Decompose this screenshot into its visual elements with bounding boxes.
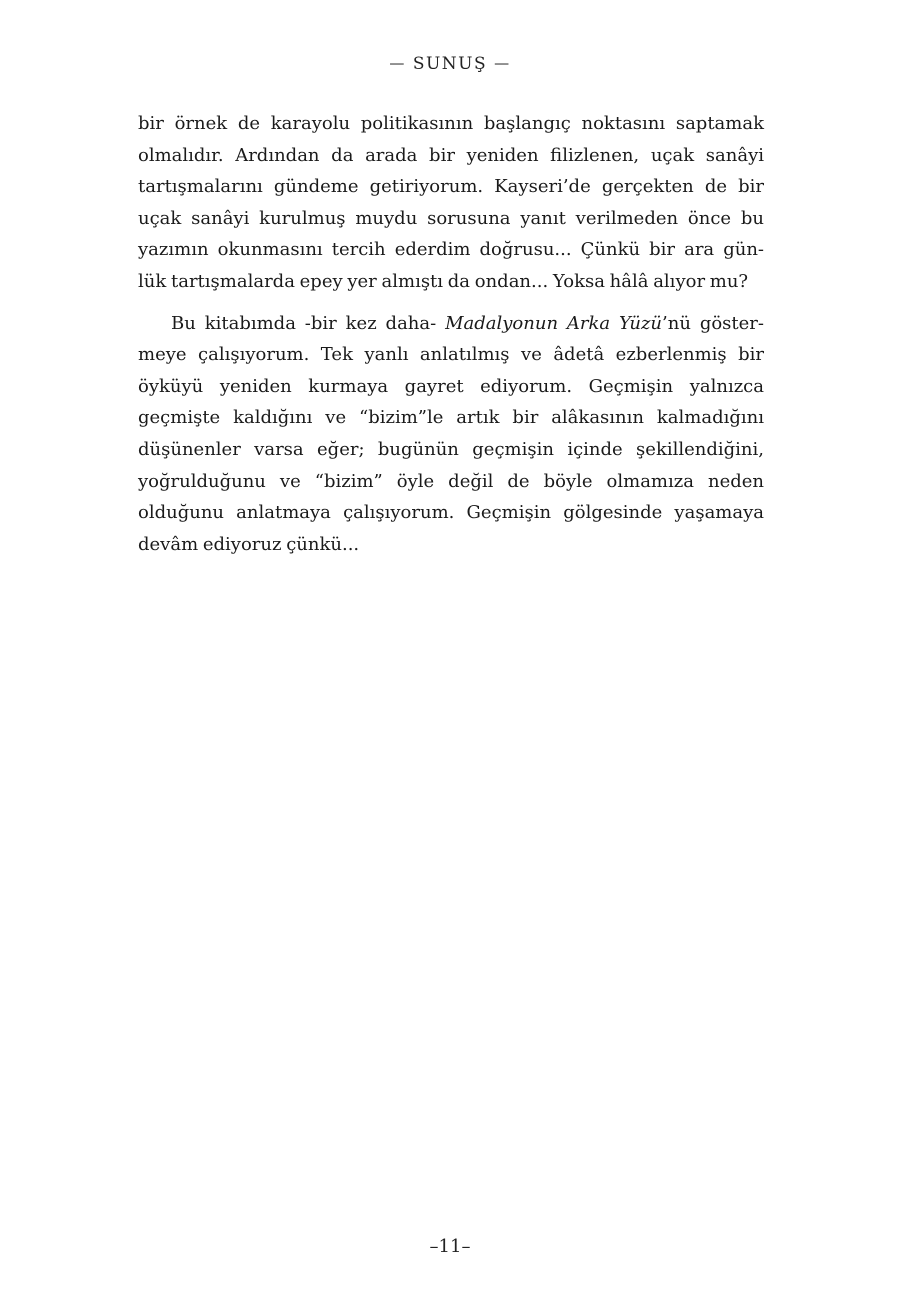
text-line: yazımın okunmasını tercih ederdim doğrusu... Çünkü bir ara gün-	[138, 239, 764, 261]
chapter-title: SUNUŞ	[412, 54, 488, 74]
text-line: bir örnek de karayolu politikasının başlangıç noktasını saptamak	[138, 113, 764, 134]
book-title: Madalyonun Arka Yüzü	[445, 312, 663, 334]
text-line: devâm ediyoruz çünkü...	[138, 533, 360, 555]
text-line: olduğunu anlatmaya çalışıyorum. Geçmişin gölgesinde yaşamaya	[138, 502, 764, 524]
text-run: ’nü göster-	[662, 312, 764, 334]
header-dash-right: —	[494, 54, 511, 72]
text-line: olmalıdır. Ardından da arada bir yeniden filizlenen, uçak sanâyi	[138, 144, 764, 166]
header-dash-left: —	[389, 54, 406, 72]
text-run: Bu kitabımda -bir kez daha-	[171, 312, 446, 334]
body-text	[138, 108, 764, 560]
paragraph-2	[138, 308, 764, 561]
text-line-first	[138, 308, 764, 340]
text-line: uçak sanâyi kurulmuş muydu sorusuna yanıt verilmeden önce bu	[138, 207, 764, 229]
running-header	[0, 54, 900, 74]
text-line: geçmişte kaldığını ve “bizim”le artık bir alâkasının kalmadığını	[138, 407, 764, 429]
text-line: düşünenler varsa eğer; bugünün geçmişin içinde şekillendiğini,	[138, 438, 764, 460]
text-line: lük tartışmalarda epey yer almıştı da ondan... Yoksa hâlâ alıyor mu?	[138, 270, 749, 292]
page-number: –11–	[429, 1236, 471, 1257]
text-line: meye çalışıyorum. Tek yanlı anlatılmış ve âdetâ ezberlenmiş bir	[138, 344, 764, 366]
text-line: öyküyü yeniden kurmaya gayret ediyorum. Geçmişin yalnızca	[138, 375, 764, 397]
text-line: tartışmalarını gündeme getiriyorum. Kayseri’de gerçekten de bir	[138, 176, 764, 198]
text-line: yoğrulduğunu ve “bizim” öyle değil de böyle olmamıza neden	[138, 470, 764, 492]
paragraph-1	[138, 108, 764, 298]
